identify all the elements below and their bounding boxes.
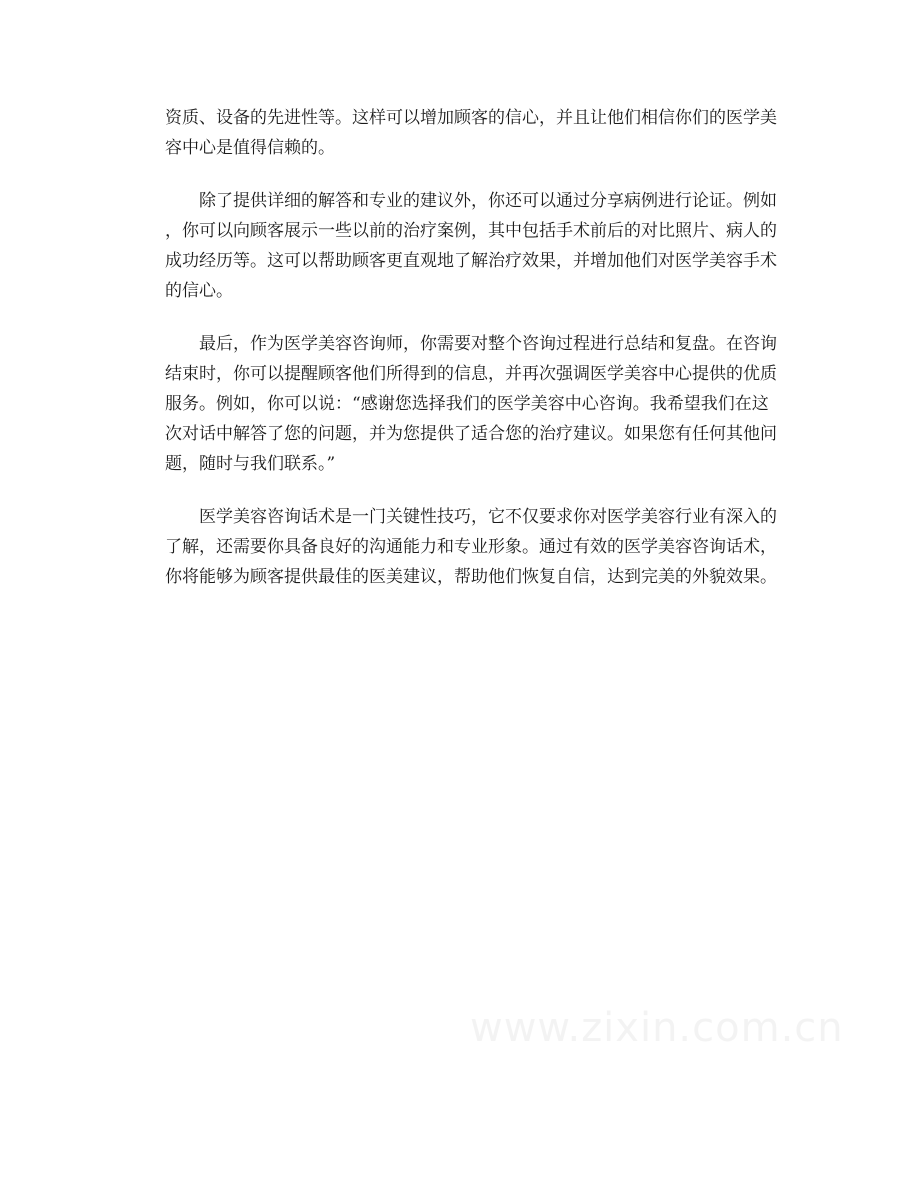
paragraph-4 [165,502,777,592]
paragraph-3 [165,329,777,479]
text-line: 题，随时与我们联系。” [165,454,336,474]
text-line: 的信心。 [165,281,233,301]
text-line: 最后，作为医学美容咨询师，你需要对整个咨询过程进行总结和复盘。在咨询 [165,334,777,354]
text-line: 除了提供详细的解答和专业的建议外，你还可以通过分享病例进行论证。例如 [165,191,777,211]
text-line: 结束时，你可以提醒顾客他们所得到的信息，并再次强调医学美容中心提供的优质 [165,364,777,384]
text-line: 次对话中解答了您的问题，并为您提供了适合您的治疗建议。如果您有任何其他问 [165,424,777,444]
paragraph-1 [165,103,777,163]
text-line: 你将能够为顾客提供最佳的医美建议，帮助他们恢复自信，达到完美的外貌效果。 [165,567,777,587]
paragraph-2 [165,186,777,306]
text-line: 容中心是值得信赖的。 [165,138,335,158]
text-line: 了解，还需要你具备良好的沟通能力和专业形象。通过有效的医学美容咨询话术， [165,537,777,557]
text-line: 服务。例如，你可以说：“感谢您选择我们的医学美容中心咨询。我希望我们在这 [165,394,769,414]
document-body [165,103,777,615]
watermark: www.zixin.com.cn [470,1005,844,1051]
text-line: ，你可以向顾客展示一些以前的治疗案例，其中包括手术前后的对比照片、病人的 [165,221,777,241]
text-line: 医学美容咨询话术是一门关键性技巧，它不仅要求你对医学美容行业有深入的 [165,507,777,527]
text-line: 成功经历等。这可以帮助顾客更直观地了解治疗效果，并增加他们对医学美容手术 [165,251,777,271]
text-line: 资质、设备的先进性等。这样可以增加顾客的信心，并且让他们相信你们的医学美 [165,108,777,128]
